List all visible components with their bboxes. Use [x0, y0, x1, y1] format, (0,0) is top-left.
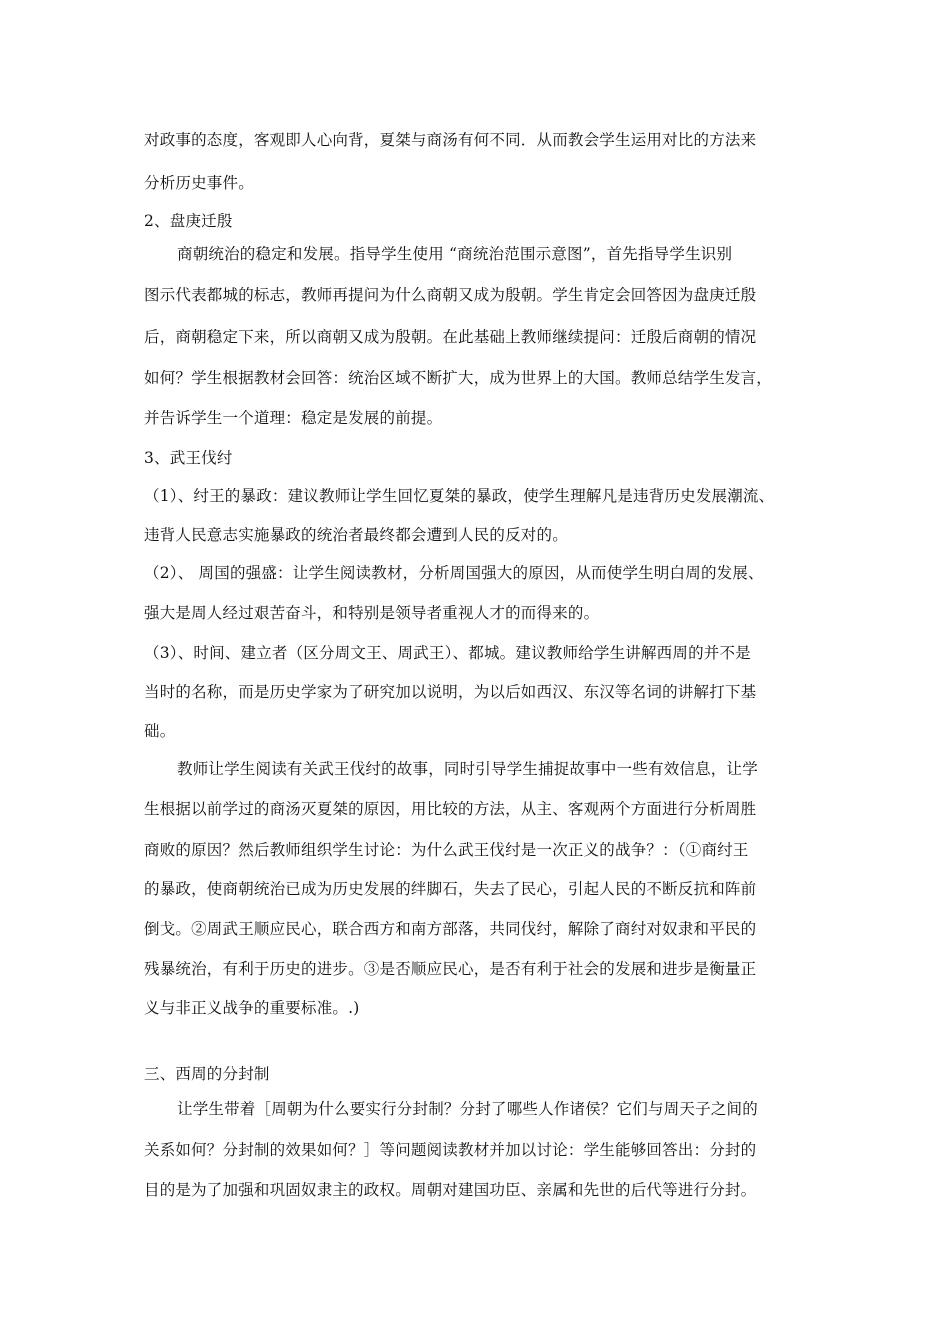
- text-line-21: 倒戈。②周武王顺应民心，联合西方和南方部落，共同伐纣，解除了商纣对奴隶和平民的: [144, 920, 757, 938]
- text-line-11: 违背人民意志实施暴政的统治者最终都会遭到人民的反对的。: [144, 526, 568, 544]
- text-line-5: 图示代表都城的标志，教师再提问为什么商朝又成为殷朝。学生肯定会回答因为盘庚迁殷: [144, 286, 757, 304]
- text-line-12: （2）、 周国的强盛：让学生阅读教材，分析周国强大的原因，从而使学生明白周的发展、: [144, 564, 764, 582]
- text-line-25: 让学生带着［周朝为什么要实行分封制？分封了哪些人作诸侯？它们与周天子之间的: [177, 1100, 758, 1118]
- text-line-16: 础。: [144, 722, 176, 740]
- text-line-10: （1）、纣王的暴政：建议教师让学生回忆夏桀的暴政，使学生理解凡是违背历史发展潮流、: [144, 487, 775, 505]
- text-line-22: 残暴统治，有利于历史的进步。③是否顺应民心，是否有利于社会的发展和进步是衡量正: [144, 960, 757, 978]
- text-line-20: 的暴政，使商朝统治已成为历史发展的绊脚石，失去了民心，引起人民的不断反抗和阵前: [144, 880, 757, 898]
- text-line-4: 商朝统治的稳定和发展。指导学生使用 “商统治范围示意图”，首先指导学生识别: [177, 245, 733, 263]
- text-line-19: 商败的原因？然后教师组织学生讨论：为什么武王伐纣是一次正义的战争？：（①商纣王: [144, 841, 749, 859]
- text-line-6: 后，商朝稳定下来，所以商朝又成为殷朝。在此基础上教师继续提问：迁殷后商朝的情况: [144, 328, 757, 346]
- text-line-24: 三、西周的分封制: [144, 1065, 270, 1083]
- text-line-13: 强大是周人经过艰苦奋斗，和特别是领导者重视人才的而得来的。: [144, 604, 600, 622]
- text-line-7: 如何？学生根据教材会回答：统治区域不断扩大，成为世界上的大国。教师总结学生发言，: [144, 369, 773, 387]
- text-line-26: 关系如何？分封制的效果如何？］等问题阅读教材并加以讨论：学生能够回答出：分封的: [144, 1141, 757, 1159]
- text-line-27: 目的是为了加强和巩固奴隶主的政权。周朝对建国功臣、亲属和先世的后代等进行分封。: [144, 1181, 757, 1199]
- text-line-14: （3）、时间、建立者（区分周文王、周武王）、都城。建议教师给学生讲解西周的并不是: [144, 644, 751, 662]
- text-line-17: 教师让学生阅读有关武王伐纣的故事，同时引导学生捕捉故事中一些有效信息，让学: [177, 760, 758, 778]
- text-line-9: 3、武王伐纣: [144, 449, 233, 467]
- text-line-1: 对政事的态度，客观即人心向背，夏桀与商汤有何不同．从而教会学生运用对比的方法来: [144, 131, 757, 149]
- text-line-3: 2、盘庚迁殷: [144, 212, 233, 230]
- text-line-18: 生根据以前学过的商汤灭夏桀的原因，用比较的方法，从主、客观两个方面进行分析周胜: [144, 800, 757, 818]
- text-line-8: 并告诉学生一个道理：稳定是发展的前提。: [144, 409, 443, 427]
- text-line-23: 义与非正义战争的重要标准。.): [144, 999, 360, 1017]
- text-line-2: 分析历史事件。: [144, 174, 254, 192]
- text-line-15: 当时的名称，而是历史学家为了研究加以说明，为以后如西汉、东汉等名词的讲解打下基: [144, 683, 757, 701]
